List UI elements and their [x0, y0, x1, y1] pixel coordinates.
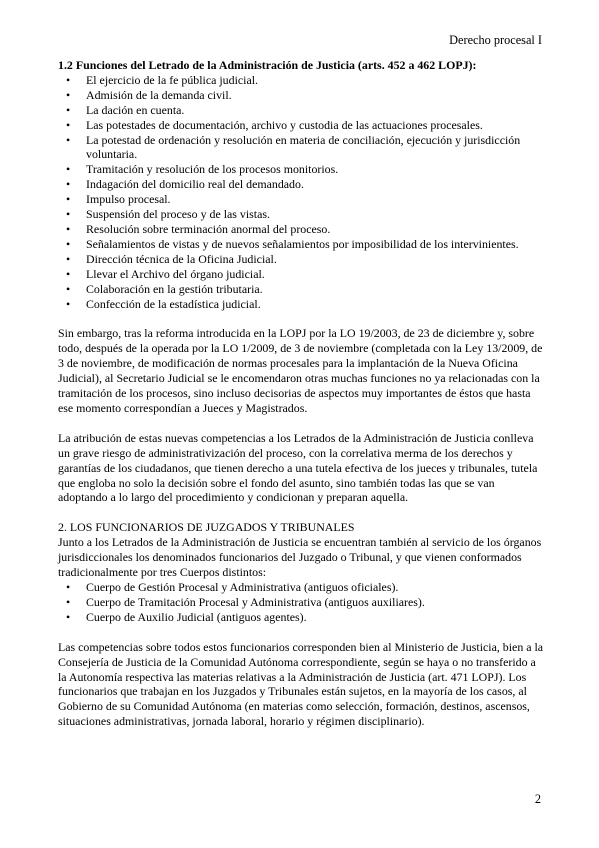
list-item: • Admisión de la demanda civil.	[58, 88, 544, 103]
spacer	[58, 625, 544, 640]
list-item: • Resolución sobre terminación anormal del proceso.	[58, 222, 544, 237]
list-item: • La dación en cuenta.	[58, 103, 544, 118]
list-item: • Suspensión del proceso y de las vistas.	[58, 207, 544, 222]
list-item: • Señalamientos de vistas y de nuevos señalamientos por imposibilidad de los intervinientes.	[58, 237, 544, 252]
section-1-2-title: 1.2 Funciones del Letrado de la Administración de Justicia (arts. 452 a 462 LOPJ):	[58, 58, 477, 72]
spacer	[58, 505, 544, 520]
list-item: • Colaboración en la gestión tributaria.	[58, 282, 544, 297]
functions-list	[58, 73, 544, 312]
list-item: • Cuerpo de Auxilio Judicial (antiguos agentes).	[58, 610, 544, 625]
list-item: • Indagación del domicilio real del demandado.	[58, 177, 544, 192]
page-content	[58, 58, 544, 729]
paragraph-funcionarios-intro: Junto a los Letrados de la Administración de Justicia se encuentran también al servicio de los órganos jurisdiccionales los denominados funcionarios del Juzgado o Tribunal, y que vienen conformados tradicionalmente por tres Cuerpos distintos:	[58, 535, 542, 580]
list-item: • Cuerpo de Tramitación Procesal y Administrativa (antiguos auxiliares).	[58, 595, 544, 610]
section-2-title: 2. LOS FUNCIONARIOS DE JUZGADOS Y TRIBUNALES	[58, 520, 355, 535]
paragraph-reform: Sin embargo, tras la reforma introducida en la LOPJ por la LO 19/2003, de 23 de diciembre y, sobre todo, después de la operada por la LO 1/2009, de 3 de noviembre (completada con la Ley 13/2009, de 3 de noviembre, de modificación de normas procesales para la implantación de la Nueva Oficina Judicial), al Secretario Judicial se le encomendaron otras muchas funciones no ya relacionadas con la tramitación de los procesos, sino incluso decisorias de aspectos muy importantes de éstos que hasta ese momento correspondían a Jueces y Magistrados.	[58, 326, 543, 415]
list-item: • El ejercicio de la fe pública judicial.	[58, 73, 544, 88]
spacer	[58, 311, 544, 326]
list-item: • La potestad de ordenación y resolución en materia de conciliación, ejecución y jurisdicción voluntaria.	[58, 133, 544, 163]
list-item: • Tramitación y resolución de los procesos monitorios.	[58, 162, 544, 177]
list-item: • Cuerpo de Gestión Procesal y Administrativa (antiguos oficiales).	[58, 580, 544, 595]
list-item: • Impulso procesal.	[58, 192, 544, 207]
list-item: • Dirección técnica de la Oficina Judicial.	[58, 252, 544, 267]
list-item: • Confección de la estadística judicial.	[58, 297, 544, 312]
paragraph-competencies: La atribución de estas nuevas competencias a los Letrados de la Administración de Justicia conlleva un grave riesgo de administrativización del proceso, con la correlativa merma de los derechos y garantías de los ciudadanos, que tienen derecho a una tutela efectiva de los jueces y tribunales, tutela que engloba no solo la decisión sobre el fondo del asunto, sino también todas las que se van adoptando a lo largo del procedimiento y condicionan y preparan aquella.	[58, 430, 538, 505]
page-number: 2	[534, 792, 541, 806]
paragraph-competencias-funcionarios: Las competencias sobre todos estos funcionarios corresponden bien al Ministerio de Justicia, bien a la Consejería de Justicia de la Comunidad Autónoma correspondiente, según se haya o no transferido a la Autonomía respectiva las materias relativas a la Administración de Justicia (art. 471 LOPJ). Los funcionarios que trabajan en los Juzgados y Tribunales están sujetos, en la mayoría de los casos, al Gobierno de su Comunidad Autónoma (en materias como selección, formación, destinos, ascensos, situaciones administrativas, jornada laboral, horario y régimen disciplinario).	[58, 639, 544, 729]
list-item: • Llevar el Archivo del órgano judicial.	[58, 267, 544, 282]
list-item: • Las potestades de documentación, archivo y custodia de las actuaciones procesales.	[58, 118, 544, 133]
spacer	[58, 416, 544, 431]
page-header-title: Derecho procesal I	[449, 33, 542, 47]
cuerpos-list	[58, 580, 544, 625]
